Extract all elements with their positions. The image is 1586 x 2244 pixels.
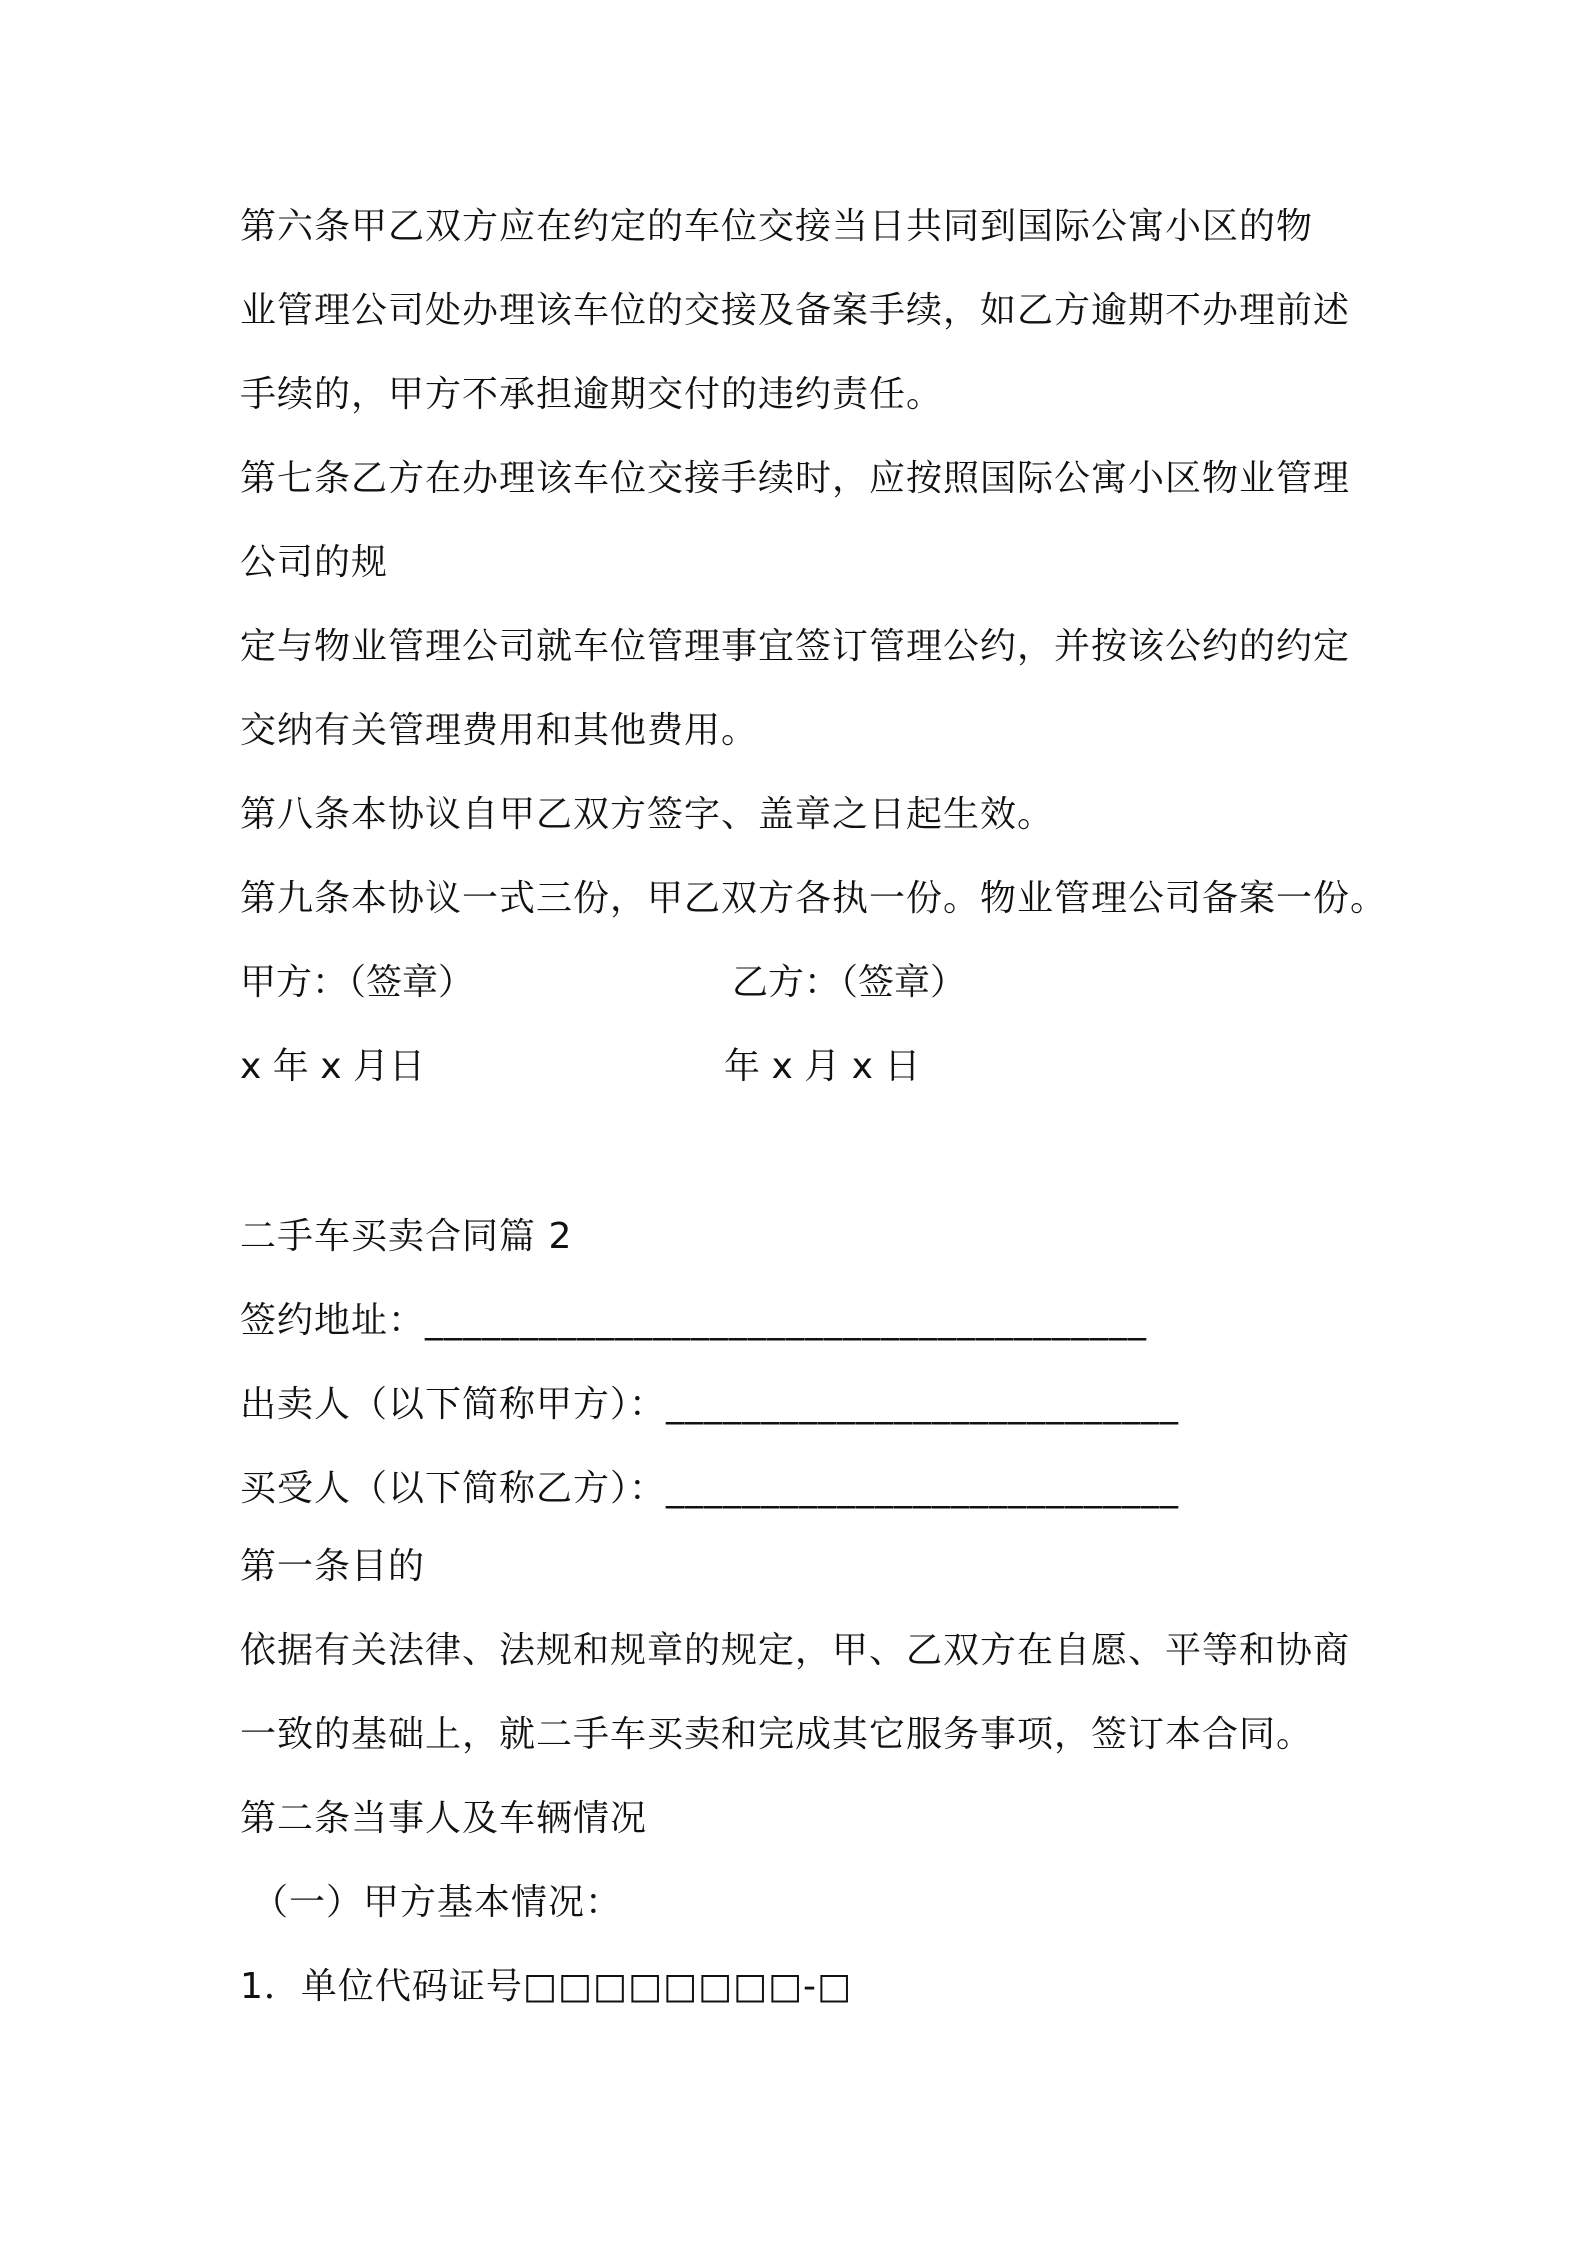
article-1-title: 第一条目的 xyxy=(240,1546,426,1587)
article-1-line: 一致的基础上，就二手车买卖和完成其它服务事项，签订本合同。 xyxy=(240,1714,1314,1755)
paragraph-line: 第八条本协议自甲乙双方签字、盖章之日起生效。 xyxy=(240,794,1055,835)
buyer-field: 买受人（以下简称乙方）：___________________________ xyxy=(240,1468,1180,1509)
article-2-title: 第二条当事人及车辆情况 xyxy=(240,1798,648,1839)
paragraph-line: 业管理公司处办理该车位的交接及备案手续，如乙方逾期不办理前述 xyxy=(240,290,1351,331)
paragraph-line: 第九条本协议一式三份，甲乙双方各执一份。物业管理公司备案一份。 xyxy=(240,878,1388,919)
party-a-signature: 甲方：（签章） xyxy=(240,962,475,1003)
seller-field: 出卖人（以下简称甲方）：___________________________ xyxy=(240,1384,1180,1425)
article-2-subtitle: （一）甲方基本情况： xyxy=(252,1882,623,1923)
article-2-item: 1．单位代码证号□□□□□□□□-□ xyxy=(240,1966,853,2007)
party-b-signature: 乙方：（签章） xyxy=(732,962,967,1003)
paragraph-line: 交纳有关管理费用和其他费用。 xyxy=(240,710,759,751)
party-b-date: 年 x 月 x 日 xyxy=(724,1046,921,1087)
paragraph-line: 公司的规 xyxy=(240,542,389,583)
party-a-date: x 年 x 月日 xyxy=(240,1046,425,1087)
paragraph-line: 第七条乙方在办理该车位交接手续时，应按照国际公寓小区物业管理 xyxy=(240,458,1351,499)
article-1-line: 依据有关法律、法规和规章的规定，甲、乙双方在自愿、平等和协商 xyxy=(240,1630,1351,1671)
paragraph-line: 定与物业管理公司就车位管理事宜签订管理公约，并按该公约的约定 xyxy=(240,626,1351,667)
sign-place-field: 签约地址：______________________________________ xyxy=(240,1300,1148,1341)
section-title: 二手车买卖合同篇 2 xyxy=(240,1216,573,1257)
paragraph-line: 手续的，甲方不承担逾期交付的违约责任。 xyxy=(240,374,944,415)
paragraph-line: 第六条甲乙双方应在约定的车位交接当日共同到国际公寓小区的物 xyxy=(240,206,1314,247)
